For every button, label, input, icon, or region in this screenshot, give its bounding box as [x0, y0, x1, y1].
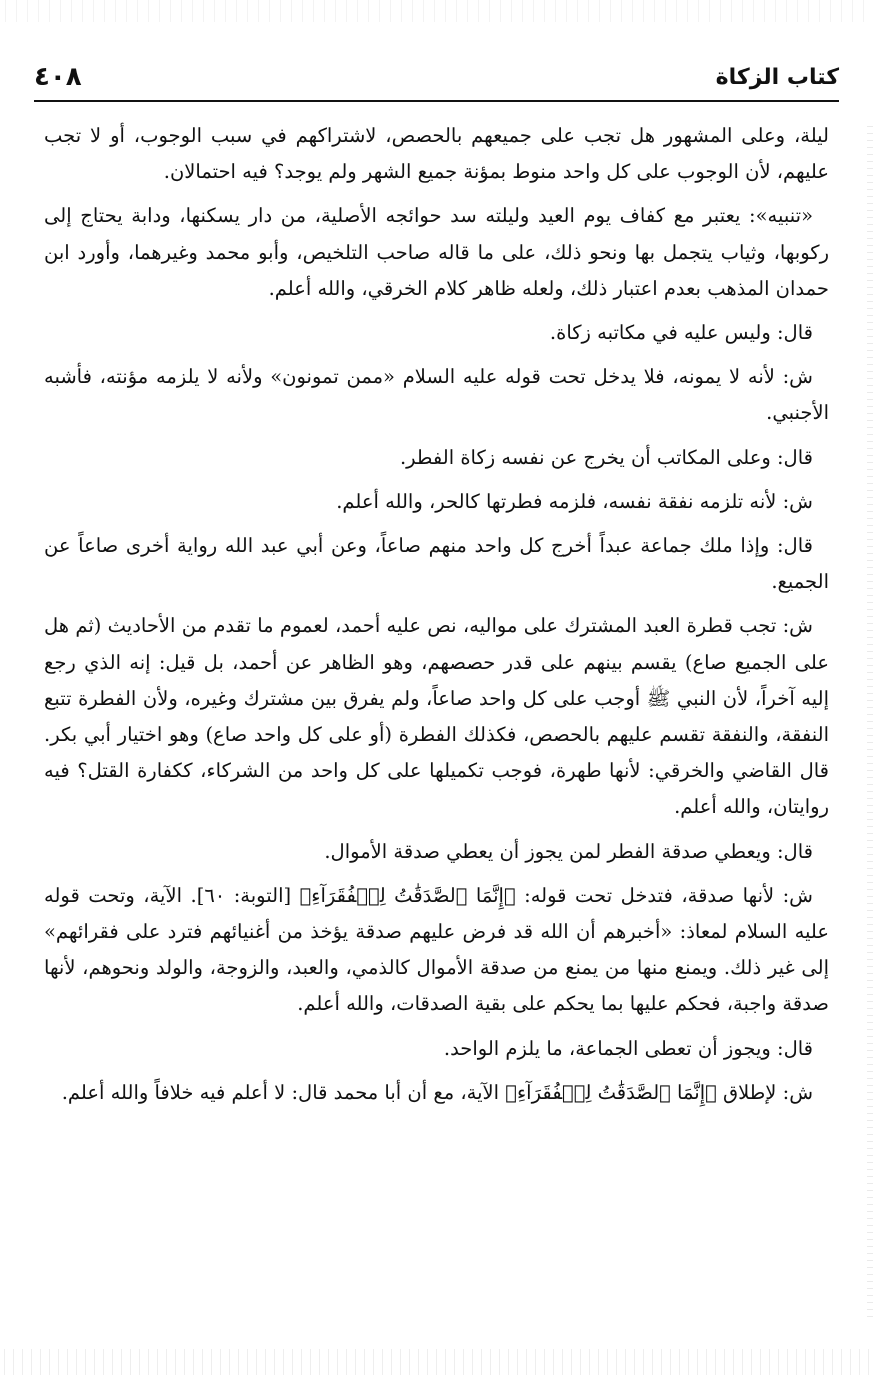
scan-noise-top — [0, 0, 873, 22]
page-number: ٤٠٨ — [34, 62, 82, 92]
paragraph-sharh: ش: لأنه تلزمه نفقة نفسه، فلزمه فطرتها كالحر، والله أعلم. — [336, 489, 813, 513]
paragraph-qala: قال: وليس عليه في مكاتبه زكاة. — [549, 321, 813, 345]
scan-noise-right — [867, 120, 873, 1320]
paragraph-qala: قال: وعلى المكاتب أن يخرج عن نفسه زكاة الفطر. — [399, 445, 813, 469]
paragraph-qala: قال: ويجوز أن تعطى الجماعة، ما يلزم الواحد. — [443, 1036, 813, 1060]
paragraph-qala: قال: وإذا ملك جماعة عبداً أخرج كل واحد منهم صاعاً، وعن أبي عبد الله رواية أخرى صاعاً عن الجميع. — [44, 534, 829, 594]
running-title: كتاب الزكاة — [715, 64, 839, 90]
paragraph-notice: «تنبيه»: يعتبر مع كفاف يوم العيد وليلته سد حوائجه الأصلية، من دار يسكنها، ودابة يحتاج إلى ركوبها، وثياب يتجمل بها ونحو ذلك، على ما قاله صاحب التلخيص، وأبو محمد وغيرهما، وأورد ابن حمدان المذهب بعدم اعتبار ذلك، ولعله ظاهر كلام الخرقي، والله أعلم. — [44, 204, 829, 300]
paragraph-sharh: ش: لأنها صدقة، فتدخل تحت قوله: ﴿إِنَّمَا ٱلصَّدَقَٰتُ لِلۡفُقَرَآءِ﴾ [التوبة: ٦٠]. الآية، وتحت قوله عليه السلام لمعاذ: «أخبرهم أن الله قد فرض عليهم صدقة يؤخذ من أغنيائهم فترد على فقرائهم» إلى غير ذلك. ويمنع منها من يمنع من صدقة الأموال كالذمي، والعبد، والزوجة، والولد ونحوهم، لأنها صدقة واجبة، فحكم عليها بما يحكم على بقية الصدقات، والله أعلم. — [44, 883, 829, 1016]
scan-noise-bottom — [0, 1349, 873, 1375]
page-header — [34, 60, 839, 94]
paragraph-qala: قال: ويعطي صدقة الفطر لمن يجوز أن يعطي صدقة الأموال. — [324, 839, 813, 863]
paragraph-sharh: ش: لإطلاق ﴿إِنَّمَا ٱلصَّدَقَٰتُ لِلۡفُقَرَآءِ﴾ الآية، مع أن أبا محمد قال: لا أعلم فيه خلافاً والله أعلم. — [61, 1080, 813, 1104]
paragraph-sharh: ش: لأنه لا يمونه، فلا يدخل تحت قوله عليه السلام «ممن تمونون» ولأنه لا يلزمه مؤنته، فأشبه الأجنبي. — [44, 365, 829, 425]
paragraph-sharh: ش: تجب قطرة العبد المشترك على مواليه، نص عليه أحمد، لعموم ما تقدم من الأحاديث (ثم هل على الجميع صاع) يقسم بينهم على قدر حصصهم، وهو الظاهر عن أحمد، بل قيل: إنه الذي رجع إليه آخراً، لأن النبي ﷺ أوجب على كل واحد صاعاً، ولم يفرق بين مشترك وغيره، ولأن الفطرة تتبع النفقة، والنفقة تقسم عليهم بالحصص، فكذلك الفطرة (أو على كل واحد صاع) وهو اختيار أبي بكر. قال القاضي والخرقي: لأنها طهرة، فوجب تكميلها على كل واحد من الشركاء، ككفارة القتل؟ فيه روايتان، والله أعلم. — [44, 614, 829, 819]
paragraph: ليلة، وعلى المشهور هل تجب على جميعهم بالحصص، لاشتراكهم في سبب الوجوب، أو لا تجب عليهم، لأن الوجوب على كل واحد منوط بمؤنة جميع الشهر ولم يوجد؟ فيه احتمالان. — [44, 124, 829, 184]
header-rule — [34, 100, 839, 102]
page-body — [44, 118, 829, 1119]
